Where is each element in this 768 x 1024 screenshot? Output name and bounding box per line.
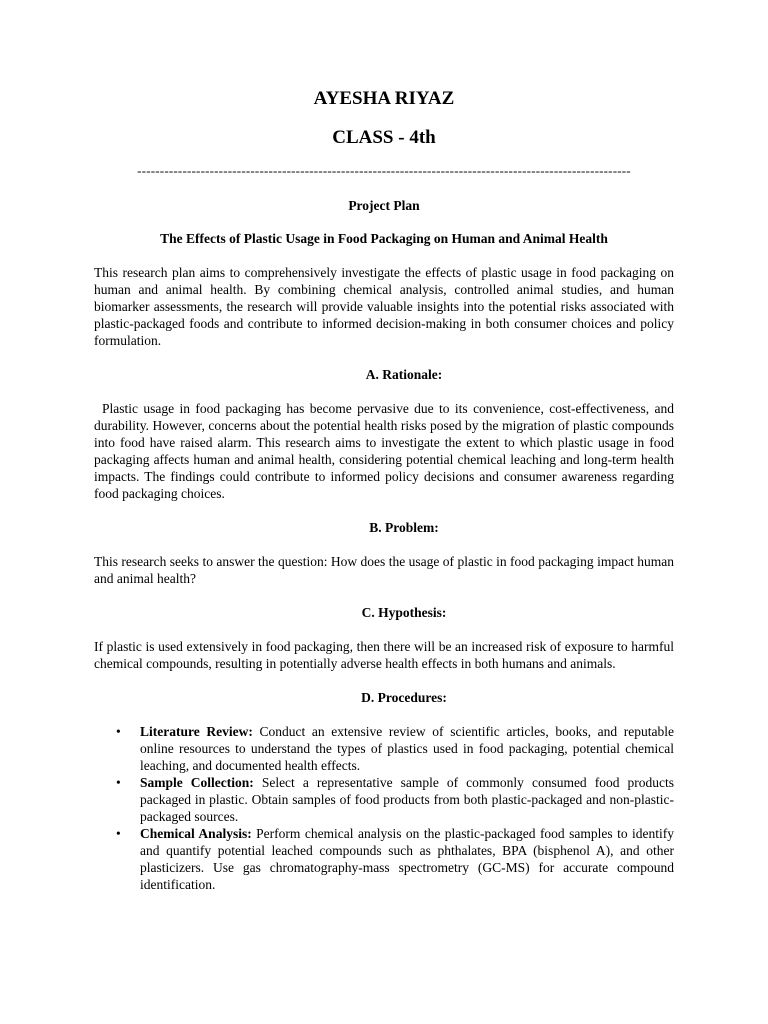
procedures-heading: D. Procedures: — [361, 690, 447, 705]
hypothesis-paragraph: If plastic is used extensively in food packaging, then there will be an increased risk of exposure to harmful chemical compounds, resulting in potentially adverse health effects in both humans and animals. — [94, 639, 674, 671]
intro-paragraph: This research plan aims to comprehensively investigate the effects of plastic usage in food packaging on human and animal health. By combining chemical analysis, controlled animal studies, and human biomarker assessments, the research will provide valuable insights into the potential risks associated with plastic-packaged foods and contribute to informed decision-making in both consumer choices and policy formulation. — [94, 265, 674, 348]
bullet-icon: • — [116, 724, 121, 739]
project-title: The Effects of Plastic Usage in Food Packaging on Human and Animal Health — [160, 231, 608, 246]
item-lead: Sample Collection: — [140, 775, 254, 790]
rationale-paragraph: Plastic usage in food packaging has become pervasive due to its convenience, cost-effectiveness, and durability. However, concerns about the potential health risks posed by the migration of plastic compounds into food have raised alarm. This research aims to investigate the extent to which plastic usage in food packaging affects human and animal health, considering potential chemical leaching and long-term health impacts. The findings could contribute to informed policy decisions and consumer awareness regarding food packaging choices. — [94, 401, 674, 501]
plan-title: Project Plan — [348, 198, 420, 213]
procedures-list — [94, 723, 674, 893]
list-item — [116, 825, 674, 893]
separator-line: ------------------------------------------------------------------------------------------------------------- — [137, 163, 631, 178]
class-label: CLASS - 4th — [332, 127, 436, 148]
item-lead: Literature Review: — [140, 724, 253, 739]
author-name: AYESHA RIYAZ — [313, 88, 455, 109]
bullet-icon: • — [116, 826, 121, 841]
item-lead: Chemical Analysis: — [140, 826, 252, 841]
bullet-icon: • — [116, 775, 121, 790]
item-text: Select a representative sample of commonly consumed food products packaged in plastic. Obtain samples of food products from both plastic-packaged and non-plastic-packaged sources. — [140, 775, 674, 824]
hypothesis-heading: C. Hypothesis: — [361, 605, 447, 620]
item-text: Conduct an extensive review of scientific articles, books, and reputable online resources to understand the types of plastics used in food packaging, potential chemical leaching, and documented health effects. — [140, 724, 674, 773]
list-item — [116, 723, 674, 774]
problem-paragraph: This research seeks to answer the question: How does the usage of plastic in food packaging impact human and animal health? — [94, 554, 674, 586]
list-item — [116, 774, 674, 825]
problem-heading: B. Problem: — [369, 520, 439, 535]
rationale-heading: A. Rationale: — [365, 367, 443, 382]
item-text: Perform chemical analysis on the plastic-packaged food samples to identify and quantify potential leached compounds such as phthalates, BPA (bisphenol A), and other plasticizers. Use gas chromatography-mass spectrometry (GC-MS) for accurate compound identification. — [140, 826, 674, 892]
